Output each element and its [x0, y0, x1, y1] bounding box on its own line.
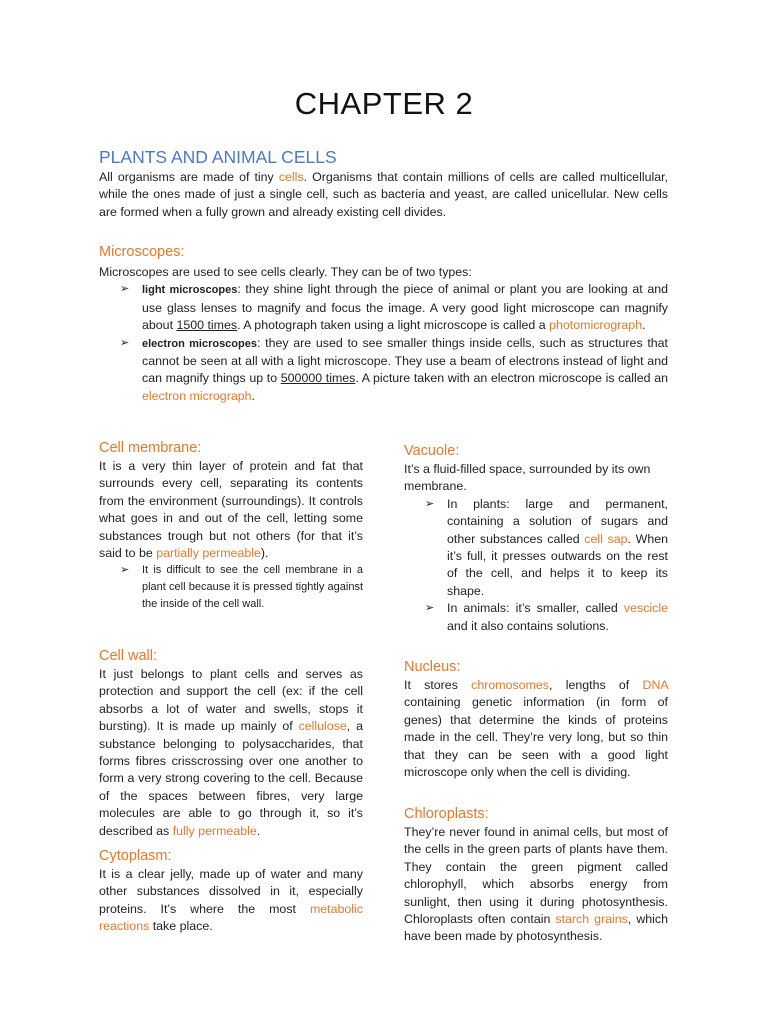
vacuole-animals-text-2: and it also contains solutions.: [447, 618, 609, 633]
vacuole-plants-text-1: In plants: large and permanent, containing a solution of sugars and other substances called: [447, 496, 668, 546]
cell-wall-section: [99, 646, 363, 840]
chloroplasts-heading: Chloroplasts:: [404, 806, 489, 822]
microscopes-lead: Microscopes are used to see cells clearly. They can be of two types:: [99, 265, 472, 279]
intro-text-2: . Organisms that contain millions of cells are called multicellular, while the ones made of just a single cell, such as bacteria and yeast, are called unicellular. New cells are formed when a fully grown and already existing cell divides.: [99, 170, 668, 219]
light-text-1: : they shine light through the piece of animal or plant you are looking at and use glass lenses to magnify and focus the image. A very good light microscope can magnify about: [142, 282, 668, 333]
intro-text-1: All organisms are made of tiny: [99, 170, 279, 184]
cell-membrane-notes: [120, 562, 363, 613]
nucleus-text: [404, 677, 668, 781]
list-item-electron-microscope: [120, 335, 669, 406]
arrow-bullet-icon: ➢: [120, 336, 130, 349]
vacuole-text: It’s a fluid-filled space, surrounded by its own membrane.: [404, 462, 651, 494]
microscopes-section: [99, 242, 668, 405]
term-light-microscopes: light microscopes: [142, 284, 238, 297]
microscope-types-list: [120, 281, 669, 405]
list-item-vacuole-animals: [425, 600, 668, 635]
vacuole-list: [425, 496, 668, 635]
term-metabolic-reactions: metabolic reactions: [99, 901, 363, 934]
term-partially-permeable: partially permeable: [156, 546, 261, 561]
cell-membrane-text-2: ).: [260, 546, 269, 561]
cell-wall-text-1: It just belongs to plant cells and serves as protection and support the cell (ex: if the cell absorbs a lot of water and swells, stops it bursting). It is made up mainly of: [99, 667, 363, 734]
chloroplasts-text: [404, 824, 668, 946]
cytoplasm-text-1: It is a clear jelly, made up of water and many other substances dissolved in it, especially proteins. It’s where the most: [99, 867, 363, 916]
nucleus-text-3: containing genetic information (in form of genes) that determine the kinds of proteins made in the cell. They’re very long, but so thin that they can be seen with a good light microscope only when the cell is dividing.: [404, 695, 668, 780]
term-electron-microscopes: electron microscopes: [142, 337, 257, 350]
electron-text-1: : they are used to see smaller things inside cells, such as structures that cannot be seen at all with a light microscope. They use a beam of electrons instead of light and can magnify things up to: [142, 335, 669, 386]
nucleus-heading: Nucleus:: [404, 659, 461, 675]
nucleus-text-2: , lengths of: [548, 678, 643, 692]
list-item-vacuole-plants: [425, 496, 668, 600]
cell-membrane-text-1: It is a very thin layer of protein and fat that surrounds every cell, separating its contents from the environment (surroundings). It controls what goes in and out of the cell, letting some substances trough but not others (for that it’s said to be: [99, 459, 363, 561]
cell-wall-text-3: .: [256, 823, 261, 838]
vacuole-animals-text-1: In animals: it’s smaller, called: [447, 601, 624, 616]
cell-membrane-text: [99, 458, 363, 562]
vacuole-section: [404, 441, 668, 635]
cell-membrane-heading: Cell membrane:: [99, 440, 202, 456]
light-magnification: 1500 times: [176, 318, 238, 333]
term-fully-permeable: fully permeable: [172, 823, 257, 838]
term-vescicle: vescicle: [623, 601, 668, 616]
list-item-membrane-note: [120, 562, 363, 613]
term-photomicrograph: photomicrograph: [549, 318, 643, 333]
cell-wall-text: [99, 666, 363, 840]
membrane-note-text: It is difficult to see the cell membrane in a plant cell because it is pressed tightly against the inside of the cell wall.: [142, 564, 363, 611]
term-cell-sap: cell sap: [584, 531, 628, 546]
chloroplasts-text-1: They’re never found in animal cells, but most of the cells in the green parts of plants have them. They contain the green pigment called chlorophyll, which absorbs energy from sunlight, then using it during photosynthesis. Chloroplasts often contain: [404, 825, 668, 927]
intro-paragraph: [99, 169, 668, 221]
light-text-2: . A photograph taken using a light microscope is called a: [237, 318, 550, 333]
light-text-3: .: [642, 318, 646, 333]
cell-membrane-section: [99, 438, 363, 613]
chapter-title: CHAPTER 2: [294, 86, 474, 121]
electron-text-2: . A picture taken with an electron microscope is called an: [355, 371, 668, 386]
term-electron-micrograph: electron micrograph: [142, 388, 252, 403]
arrow-bullet-icon: ➢: [425, 602, 435, 615]
term-cells: cells: [278, 170, 304, 184]
cytoplasm-text: [99, 866, 363, 936]
vacuole-plants-text-2: . When it’s full, it presses outwards on the rest of the cell, and helps it to keep its shape.: [447, 531, 668, 598]
chloroplasts-text-2: , which have been made by photosynthesis.: [404, 912, 668, 944]
term-dna: DNA: [642, 678, 669, 692]
arrow-bullet-icon: ➢: [425, 497, 435, 510]
nucleus-text-1: It stores: [404, 678, 472, 692]
chloroplasts-section: [404, 804, 668, 946]
arrow-bullet-icon: ➢: [120, 283, 130, 296]
cell-wall-heading: Cell wall:: [99, 648, 158, 664]
cytoplasm-section: [99, 846, 363, 936]
microscopes-heading: Microscopes:: [99, 244, 185, 260]
cytoplasm-text-2: take place.: [149, 919, 213, 934]
arrow-bullet-icon: ➢: [120, 564, 130, 577]
term-chromosomes: chromosomes: [471, 678, 549, 692]
vacuole-heading: Vacuole:: [404, 443, 460, 459]
section-title: PLANTS AND ANIMAL CELLS: [99, 147, 337, 167]
term-starch-grains: starch grains: [555, 912, 628, 927]
cell-wall-text-2: , a substance belonging to polysaccharides, that forms fibres crisscrossing over one another to form a very strong covering to the cell. Because of the spaces between fibres, very large molecules are able to go through it, so it’s described as: [99, 719, 363, 838]
nucleus-section: [404, 657, 668, 781]
list-item-light-microscope: [120, 281, 668, 334]
electron-magnification: 500000 times: [280, 371, 356, 386]
electron-text-3: .: [251, 388, 255, 403]
cytoplasm-heading: Cytoplasm:: [99, 848, 172, 864]
term-cellulose: cellulose: [298, 719, 347, 734]
